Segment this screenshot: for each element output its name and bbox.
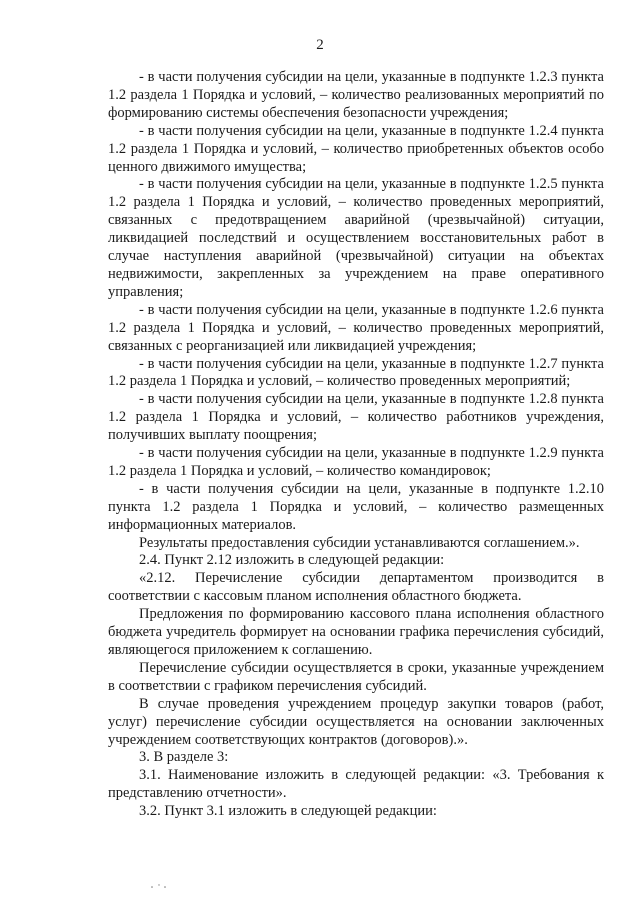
paragraph-3-1: 3.1. Наименование изложить в следующей редакции: «3. Требования к представлению отчетности». (108, 767, 604, 802)
paragraph-1-2-9: - в части получения субсидии на цели, указанные в подпункте 1.2.9 пункта 1.2 раздела 1 Порядка и условий, – количество командировок; (108, 445, 604, 479)
paragraph-section-3: 3. В разделе 3: (139, 749, 229, 766)
scan-speck-mark (150, 881, 168, 891)
paragraph-1-2-6: - в части получения субсидии на цели, указанные в подпункте 1.2.6 пункта 1.2 раздела 1 Порядка и условий, – количество проведенных мероприятий, связанных с реорганизацией или ликвидацией учреждения; (108, 301, 604, 354)
page-number: 2 (316, 37, 324, 53)
paragraph-cash-plan: Предложения по формированию кассового плана исполнения областного бюджета учредитель формирует на основании графика перечисления субсидий, являющегося приложением к соглашению. (108, 606, 604, 658)
paragraph-1-2-4: - в части получения субсидии на цели, указанные в подпункте 1.2.4 пункта 1.2 раздела 1 Порядка и условий, – количество приобретенных объектов особо ценного движимого имущества; (108, 122, 604, 175)
paragraph-3-2: 3.2. Пункт 3.1 изложить в следующей редакции: (139, 803, 437, 820)
paragraph-2-12: «2.12. Перечисление субсидии департаментом производится в соответствии с кассовым планом исполнения областного бюджета. (108, 570, 604, 605)
paragraph-1-2-3: - в части получения субсидии на цели, указанные в подпункте 1.2.3 пункта 1.2 раздела 1 Порядка и условий, – количество реализованных мероприятий по формированию системы обеспечения безопасности учреждения; (108, 69, 604, 121)
paragraph-2-4-heading: 2.4. Пункт 2.12 изложить в следующей редакции: (139, 552, 445, 569)
paragraph-transfer-terms: Перечисление субсидии осуществляется в сроки, указанные учреждением в соответствии с графиком перечисления субсидий. (108, 659, 604, 694)
paragraph-procurement: В случае проведения учреждением процедур закупки товаров (работ, услуг) перечисление субсидии осуществляется на основании заключенных учреждением соответствующих контрактов (договоров).». (108, 695, 604, 748)
paragraph-results: Результаты предоставления субсидии устанавливаются соглашением.». (139, 534, 580, 551)
paragraph-1-2-10: - в части получения субсидии на цели, указанные в подпункте 1.2.10 пункта 1.2 раздела 1 Порядка и условий, – количество размещенных информационных материалов. (108, 480, 604, 533)
document-body (108, 69, 604, 821)
paragraph-1-2-5: - в части получения субсидии на цели, указанные в подпункте 1.2.5 пункта 1.2 раздела 1 Порядка и условий, – количество проведенных мероприятий, связанных с предотвращением аварийной (чрезвычайной) ситуации, ликвидацией последствий и осуществлением восстановительных работ в случае наступления аварийной (чрезвычайной) ситуации на объектах недвижимости, закрепленных за учреждением на праве оперативного управления; (108, 176, 604, 300)
paragraph-1-2-8: - в части получения субсидии на цели, указанные в подпункте 1.2.8 пункта 1.2 раздела 1 Порядка и условий, – количество работников учреждения, получивших выплату поощрения; (108, 391, 604, 444)
paragraph-1-2-7: - в части получения субсидии на цели, указанные в подпункте 1.2.7 пункта 1.2 раздела 1 Порядка и условий, – количество проведенных мероприятий; (108, 355, 604, 390)
